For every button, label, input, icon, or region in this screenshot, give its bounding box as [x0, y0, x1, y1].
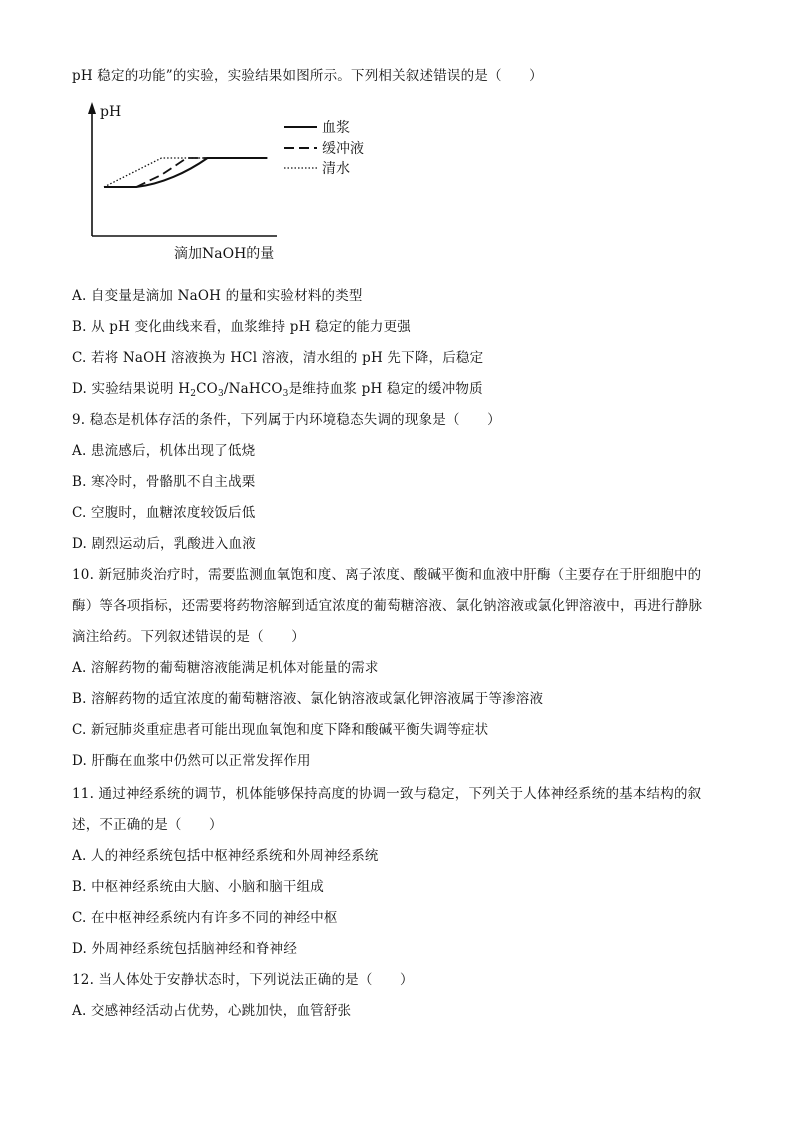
q11-option-a: A. 人的神经系统包括中枢神经系统和外周神经系统: [72, 848, 379, 864]
question-11-stem-line-1: 11. 通过神经系统的调节，机体能够保持高度的协调一致与稳定，下列关于人体神经系统的基本结构的叙: [72, 786, 702, 802]
q11-option-c: C. 在中枢神经系统内有许多不同的神经中枢: [72, 910, 338, 926]
q11-option-d: D. 外周神经系统包括脑神经和脊神经: [72, 941, 298, 957]
y-axis-arrow: [88, 102, 96, 114]
question-9-stem: 9. 稳态是机体存活的条件，下列属于内环境稳态失调的现象是（ ）: [72, 412, 501, 428]
plasma-curve: [104, 158, 267, 187]
q9-option-c: C. 空腹时，血糖浓度较饭后低: [72, 505, 256, 521]
q8-option-d-suffix: 是维持血浆 pH 稳定的缓冲物质: [288, 381, 483, 397]
question-10-stem-line-1: 10. 新冠肺炎治疗时，需要监测血氧饱和度、离子浓度、酸碱平衡和血液中肝酶（主要存在于肝细胞中的: [72, 567, 702, 583]
q8-option-a: A. 自变量是滴加 NaOH 的量和实验材料的类型: [72, 288, 363, 304]
sub-3: 3: [217, 389, 224, 399]
q8-option-b: B. 从 pH 变化曲线来看，血浆维持 pH 稳定的能力更强: [72, 319, 411, 335]
question-10-stem-line-3: 滴注给药。下列叙述错误的是（ ）: [72, 629, 305, 645]
chart-legend: [284, 119, 364, 177]
question-8-stem: pH 稳定的功能”的实验，实验结果如图所示。下列相关叙述错误的是（ ）: [72, 68, 543, 84]
sub-2: 2: [190, 389, 197, 399]
q10-option-c: C. 新冠肺炎重症患者可能出现血氧饱和度下降和酸碱平衡失调等症状: [72, 722, 489, 738]
y-axis-label: pH: [100, 104, 122, 120]
question-11-stem-line-2: 述，不正确的是（ ）: [72, 817, 223, 833]
q10-option-b: B. 溶解药物的适宜浓度的葡萄糖溶液、氯化钠溶液或氯化钾溶液属于等渗溶液: [72, 691, 544, 707]
q8-option-d-prefix: D. 实验结果说明 H: [72, 381, 191, 397]
q9-option-b: B. 寒冷时，骨骼肌不自主战栗: [72, 474, 256, 490]
question-12-stem: 12. 当人体处于安静状态时，下列说法正确的是（ ）: [72, 972, 414, 988]
q9-option-d: D. 剧烈运动后，乳酸进入血液: [72, 536, 256, 552]
legend-label-plasma: 血浆: [322, 120, 350, 136]
ph-chart: [72, 98, 372, 268]
q8-option-d-nahco: /NaHCO: [223, 381, 283, 397]
q10-option-a: A. 溶解药物的葡萄糖溶液能满足机体对能量的需求: [72, 660, 379, 676]
chart-series: [104, 158, 267, 187]
q12-option-a: A. 交感神经活动占优势，心跳加快，血管舒张: [72, 1003, 352, 1019]
x-axis-label: 滴加NaOH的量: [174, 246, 275, 262]
q11-option-b: B. 中枢神经系统由大脑、小脑和脑干组成: [72, 879, 325, 895]
q8-option-d: [72, 380, 483, 398]
q8-option-c: C. 若将 NaOH 溶液换为 HCl 溶液，清水组的 pH 先下降，后稳定: [72, 350, 484, 366]
sub-3b: 3: [282, 389, 289, 399]
chart-axes: [88, 102, 277, 262]
q9-option-a: A. 患流感后，机体出现了低烧: [72, 443, 256, 459]
q8-option-d-co: CO: [196, 381, 218, 397]
legend-label-buffer: 缓冲液: [322, 141, 364, 157]
water-curve: [104, 158, 267, 187]
legend-label-water: 清水: [322, 161, 350, 177]
question-10-stem-line-2: 酶）等各项指标，还需要将药物溶解到适宜浓度的葡萄糖溶液、氯化钠溶液或氯化钾溶液中，再进行静脉: [72, 598, 703, 614]
q10-option-d: D. 肝酶在血浆中仍然可以正常发挥作用: [72, 753, 311, 769]
